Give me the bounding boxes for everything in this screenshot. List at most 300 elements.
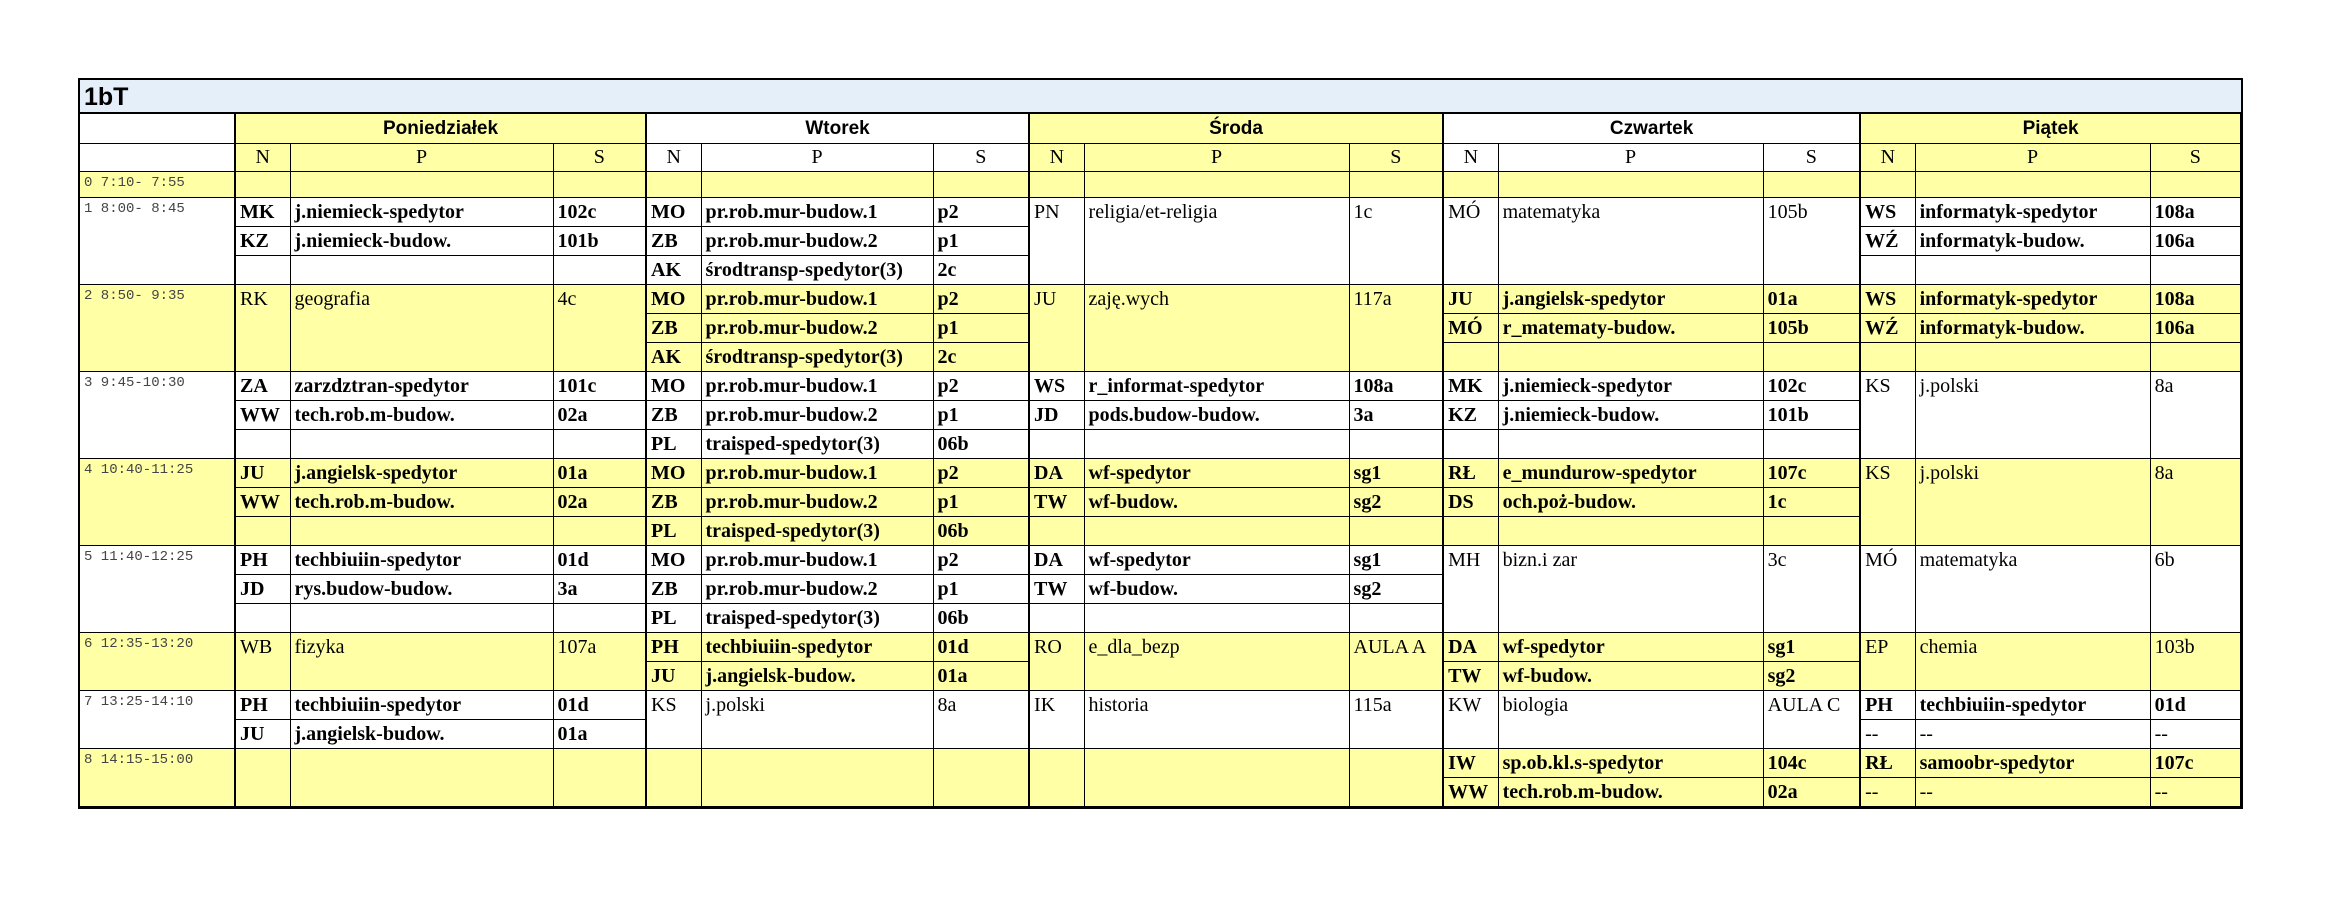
teacher-code: WS <box>1860 198 1915 227</box>
room-code: 8a <box>2150 459 2241 546</box>
subject-name: techbiuiin-spedytor <box>290 546 553 575</box>
teacher-code <box>235 604 290 633</box>
room-code: 104c <box>1763 749 1860 778</box>
room-code: 01d <box>553 546 646 575</box>
subject-name: sp.ob.kl.s-spedytor <box>1498 749 1763 778</box>
teacher-code: WW <box>235 488 290 517</box>
column-header-n: N <box>646 144 701 172</box>
room-code <box>1763 517 1860 546</box>
room-code: 06b <box>933 517 1029 546</box>
subject-name: geografia <box>290 285 553 372</box>
room-code: p2 <box>933 372 1029 401</box>
room-code: 107c <box>1763 459 1860 488</box>
teacher-code: IW <box>1443 749 1498 778</box>
room-code: AULA A <box>1349 633 1443 691</box>
room-code: 01d <box>2150 691 2241 720</box>
period-row <box>80 633 2241 662</box>
subject-name: -- <box>1915 778 2150 807</box>
subject-name <box>1915 172 2150 198</box>
room-code <box>2150 343 2241 372</box>
teacher-code <box>1029 430 1084 459</box>
column-header-p: P <box>1915 144 2150 172</box>
timetable-grid <box>80 114 2242 807</box>
subject-name: pr.rob.mur-budow.2 <box>701 314 933 343</box>
teacher-code: TW <box>1029 575 1084 604</box>
room-code <box>933 172 1029 198</box>
column-header-s: S <box>933 144 1029 172</box>
period-time-label: 6 12:35-13:20 <box>80 633 235 691</box>
teacher-code: -- <box>1860 778 1915 807</box>
teacher-code: MK <box>235 198 290 227</box>
subject-name: zarzdztran-spedytor <box>290 372 553 401</box>
room-code: 103b <box>2150 633 2241 691</box>
teacher-code <box>235 172 290 198</box>
room-code: 108a <box>2150 198 2241 227</box>
teacher-code <box>646 749 701 807</box>
room-code <box>553 172 646 198</box>
room-code: AULA C <box>1763 691 1860 749</box>
period-time-label: 7 13:25-14:10 <box>80 691 235 749</box>
room-code <box>2150 172 2241 198</box>
subject-name: r_matematy-budow. <box>1498 314 1763 343</box>
room-code: sg1 <box>1349 459 1443 488</box>
teacher-code: JD <box>235 575 290 604</box>
period-time-label: 2 8:50- 9:35 <box>80 285 235 372</box>
subject-name: j.polski <box>701 691 933 749</box>
subject-name: j.niemieck-budow. <box>1498 401 1763 430</box>
room-code <box>553 256 646 285</box>
subject-name <box>290 604 553 633</box>
subject-name: pr.rob.mur-budow.2 <box>701 227 933 256</box>
room-code: 01a <box>1763 285 1860 314</box>
subject-name <box>1084 430 1349 459</box>
teacher-code: AK <box>646 343 701 372</box>
room-code <box>1349 604 1443 633</box>
subject-name: biologia <box>1498 691 1763 749</box>
subject-name <box>1084 604 1349 633</box>
subject-name: bizn.i zar <box>1498 546 1763 633</box>
teacher-code <box>1029 517 1084 546</box>
subject-name: techbiuiin-spedytor <box>290 691 553 720</box>
teacher-code <box>235 430 290 459</box>
subject-name: informatyk-spedytor <box>1915 285 2150 314</box>
period-time-label: 5 11:40-12:25 <box>80 546 235 633</box>
teacher-code: MK <box>1443 372 1498 401</box>
subject-name: e_dla_bezp <box>1084 633 1349 691</box>
room-code: 105b <box>1763 198 1860 285</box>
period-time-label: 4 10:40-11:25 <box>80 459 235 546</box>
subject-name: j.polski <box>1915 372 2150 459</box>
room-code: 06b <box>933 604 1029 633</box>
teacher-code: DS <box>1443 488 1498 517</box>
room-code: 101b <box>553 227 646 256</box>
teacher-code: DA <box>1029 459 1084 488</box>
subject-name: wf-budow. <box>1498 662 1763 691</box>
teacher-code <box>1860 172 1915 198</box>
period-time-label: 0 7:10- 7:55 <box>80 172 235 198</box>
teacher-code <box>1860 256 1915 285</box>
period-row <box>80 198 2241 227</box>
teacher-code <box>1443 517 1498 546</box>
teacher-code: TW <box>1029 488 1084 517</box>
teacher-code: MO <box>646 546 701 575</box>
teacher-code: ZB <box>646 401 701 430</box>
period-row <box>80 172 2241 198</box>
subject-name: tech.rob.m-budow. <box>1498 778 1763 807</box>
column-header-n: N <box>235 144 290 172</box>
day-header: Środa <box>1029 114 1443 144</box>
teacher-code: PH <box>235 691 290 720</box>
room-code: 106a <box>2150 314 2241 343</box>
period-row <box>80 459 2241 488</box>
room-code <box>553 604 646 633</box>
column-header-row <box>80 144 2241 172</box>
room-code: -- <box>2150 720 2241 749</box>
teacher-code: MO <box>646 285 701 314</box>
room-code: p2 <box>933 546 1029 575</box>
teacher-code: PH <box>235 546 290 575</box>
room-code: sg1 <box>1349 546 1443 575</box>
class-title: 1bT <box>80 80 2241 114</box>
subject-name: e_mundurow-spedytor <box>1498 459 1763 488</box>
subject-name: środtransp-spedytor(3) <box>701 256 933 285</box>
room-code: 106a <box>2150 227 2241 256</box>
subject-name: j.niemieck-spedytor <box>1498 372 1763 401</box>
column-header-s: S <box>1763 144 1860 172</box>
period-row <box>80 749 2241 778</box>
room-code: 108a <box>2150 285 2241 314</box>
corner-cell <box>80 144 235 172</box>
room-code: 107a <box>553 633 646 691</box>
room-code: sg2 <box>1763 662 1860 691</box>
room-code: 6b <box>2150 546 2241 633</box>
subject-name: traisped-spedytor(3) <box>701 430 933 459</box>
teacher-code: IK <box>1029 691 1084 749</box>
teacher-code <box>1029 172 1084 198</box>
teacher-code: KZ <box>235 227 290 256</box>
subject-name <box>290 172 553 198</box>
subject-name: pr.rob.mur-budow.1 <box>701 459 933 488</box>
room-code <box>553 517 646 546</box>
column-header-n: N <box>1029 144 1084 172</box>
teacher-code: RŁ <box>1860 749 1915 778</box>
room-code: 02a <box>553 401 646 430</box>
room-code: p1 <box>933 227 1029 256</box>
room-code <box>1763 430 1860 459</box>
subject-name: pr.rob.mur-budow.1 <box>701 198 933 227</box>
teacher-code <box>1029 604 1084 633</box>
teacher-code: MO <box>646 459 701 488</box>
column-header-n: N <box>1860 144 1915 172</box>
room-code: 01d <box>553 691 646 720</box>
teacher-code: KS <box>646 691 701 749</box>
room-code: 1c <box>1349 198 1443 285</box>
period-row <box>80 285 2241 314</box>
teacher-code: PH <box>646 633 701 662</box>
teacher-code: KW <box>1443 691 1498 749</box>
timetable-sheet <box>78 78 2243 809</box>
column-header-p: P <box>290 144 553 172</box>
teacher-code: ZB <box>646 488 701 517</box>
room-code: 105b <box>1763 314 1860 343</box>
room-code: -- <box>2150 778 2241 807</box>
subject-name: wf-budow. <box>1084 488 1349 517</box>
subject-name <box>1498 172 1763 198</box>
room-code <box>933 749 1029 807</box>
room-code: 8a <box>2150 372 2241 459</box>
subject-name: wf-spedytor <box>1498 633 1763 662</box>
teacher-code: PL <box>646 430 701 459</box>
subject-name <box>1915 343 2150 372</box>
subject-name: informatyk-budow. <box>1915 227 2150 256</box>
subject-name: pr.rob.mur-budow.2 <box>701 575 933 604</box>
teacher-code <box>1443 430 1498 459</box>
teacher-code <box>235 517 290 546</box>
subject-name <box>1084 517 1349 546</box>
subject-name <box>701 749 933 807</box>
subject-name: wf-spedytor <box>1084 459 1349 488</box>
teacher-code: ZB <box>646 575 701 604</box>
teacher-code: WŹ <box>1860 227 1915 256</box>
teacher-code: MH <box>1443 546 1498 633</box>
room-code <box>553 749 646 807</box>
period-row <box>80 691 2241 720</box>
subject-name <box>1498 430 1763 459</box>
subject-name: j.angielsk-budow. <box>290 720 553 749</box>
room-code: 107c <box>2150 749 2241 778</box>
room-code: p2 <box>933 459 1029 488</box>
teacher-code: RK <box>235 285 290 372</box>
corner-cell <box>80 114 235 144</box>
teacher-code: PH <box>1860 691 1915 720</box>
teacher-code: WW <box>235 401 290 430</box>
teacher-code <box>1860 343 1915 372</box>
teacher-code: JU <box>235 720 290 749</box>
teacher-code: EP <box>1860 633 1915 691</box>
teacher-code <box>646 172 701 198</box>
room-code: p2 <box>933 198 1029 227</box>
subject-name: historia <box>1084 691 1349 749</box>
subject-name: tech.rob.m-budow. <box>290 401 553 430</box>
period-time-label: 1 8:00- 8:45 <box>80 198 235 285</box>
teacher-code: ZA <box>235 372 290 401</box>
room-code <box>553 430 646 459</box>
column-header-s: S <box>553 144 646 172</box>
subject-name: traisped-spedytor(3) <box>701 604 933 633</box>
column-header-n: N <box>1443 144 1498 172</box>
column-header-p: P <box>1498 144 1763 172</box>
subject-name <box>290 517 553 546</box>
subject-name: chemia <box>1915 633 2150 691</box>
room-code: 4c <box>553 285 646 372</box>
room-code: 115a <box>1349 691 1443 749</box>
column-header-s: S <box>2150 144 2241 172</box>
teacher-code: MÓ <box>1443 198 1498 285</box>
teacher-code <box>1029 749 1084 807</box>
room-code <box>1349 749 1443 807</box>
room-code: p1 <box>933 314 1029 343</box>
teacher-code: DA <box>1029 546 1084 575</box>
subject-name: j.niemieck-budow. <box>290 227 553 256</box>
room-code <box>1763 343 1860 372</box>
room-code: 8a <box>933 691 1029 749</box>
teacher-code: KS <box>1860 372 1915 459</box>
room-code: 01a <box>553 720 646 749</box>
subject-name: tech.rob.m-budow. <box>290 488 553 517</box>
teacher-code: PL <box>646 517 701 546</box>
subject-name: informatyk-spedytor <box>1915 198 2150 227</box>
day-header: Piątek <box>1860 114 2241 144</box>
subject-name: j.polski <box>1915 459 2150 546</box>
teacher-code: JU <box>646 662 701 691</box>
teacher-code: -- <box>1860 720 1915 749</box>
subject-name: pr.rob.mur-budow.2 <box>701 401 933 430</box>
subject-name: matematyka <box>1915 546 2150 633</box>
teacher-code: WW <box>1443 778 1498 807</box>
teacher-code: JD <box>1029 401 1084 430</box>
column-header-p: P <box>1084 144 1349 172</box>
subject-name: traisped-spedytor(3) <box>701 517 933 546</box>
teacher-code <box>235 749 290 807</box>
subject-name: j.niemieck-spedytor <box>290 198 553 227</box>
teacher-code: WŹ <box>1860 314 1915 343</box>
day-header: Poniedziałek <box>235 114 646 144</box>
room-code: 108a <box>1349 372 1443 401</box>
subject-name: -- <box>1915 720 2150 749</box>
room-code: 01d <box>933 633 1029 662</box>
subject-name <box>290 256 553 285</box>
room-code: 102c <box>1763 372 1860 401</box>
teacher-code: MO <box>646 372 701 401</box>
room-code <box>1349 172 1443 198</box>
subject-name: zaję.wych <box>1084 285 1349 372</box>
room-code: 1c <box>1763 488 1860 517</box>
room-code: 02a <box>553 488 646 517</box>
teacher-code: JU <box>235 459 290 488</box>
teacher-code: MÓ <box>1860 546 1915 633</box>
teacher-code: WS <box>1029 372 1084 401</box>
subject-name: techbiuiin-spedytor <box>701 633 933 662</box>
teacher-code: RŁ <box>1443 459 1498 488</box>
room-code: 01a <box>553 459 646 488</box>
subject-name: wf-budow. <box>1084 575 1349 604</box>
subject-name: informatyk-budow. <box>1915 314 2150 343</box>
subject-name <box>1498 343 1763 372</box>
teacher-code: WS <box>1860 285 1915 314</box>
teacher-code: PL <box>646 604 701 633</box>
subject-name <box>290 430 553 459</box>
subject-name: techbiuiin-spedytor <box>1915 691 2150 720</box>
room-code: 3c <box>1763 546 1860 633</box>
room-code <box>2150 256 2241 285</box>
teacher-code <box>235 256 290 285</box>
teacher-code <box>1443 172 1498 198</box>
room-code: 3a <box>1349 401 1443 430</box>
teacher-code: KZ <box>1443 401 1498 430</box>
period-row <box>80 546 2241 575</box>
subject-name: j.angielsk-spedytor <box>1498 285 1763 314</box>
teacher-code <box>1443 343 1498 372</box>
teacher-code: KS <box>1860 459 1915 546</box>
room-code: 3a <box>553 575 646 604</box>
room-code: 2c <box>933 343 1029 372</box>
room-code: 02a <box>1763 778 1860 807</box>
room-code: sg2 <box>1349 488 1443 517</box>
subject-name <box>701 172 933 198</box>
subject-name <box>1084 749 1349 807</box>
room-code <box>1763 172 1860 198</box>
teacher-code: ZB <box>646 314 701 343</box>
period-row <box>80 372 2241 401</box>
teacher-code: RO <box>1029 633 1084 691</box>
day-header-row <box>80 114 2241 144</box>
period-time-label: 3 9:45-10:30 <box>80 372 235 459</box>
period-time-label: 8 14:15-15:00 <box>80 749 235 807</box>
teacher-code: ZB <box>646 227 701 256</box>
teacher-code: MO <box>646 198 701 227</box>
subject-name: pr.rob.mur-budow.1 <box>701 372 933 401</box>
teacher-code: PN <box>1029 198 1084 285</box>
subject-name: pr.rob.mur-budow.2 <box>701 488 933 517</box>
subject-name <box>1084 172 1349 198</box>
teacher-code: DA <box>1443 633 1498 662</box>
column-header-s: S <box>1349 144 1443 172</box>
room-code: sg2 <box>1349 575 1443 604</box>
room-code <box>1349 517 1443 546</box>
subject-name: r_informat-spedytor <box>1084 372 1349 401</box>
subject-name: pr.rob.mur-budow.1 <box>701 285 933 314</box>
room-code: 102c <box>553 198 646 227</box>
subject-name: j.angielsk-budow. <box>701 662 933 691</box>
subject-name: fizyka <box>290 633 553 691</box>
day-header: Czwartek <box>1443 114 1860 144</box>
subject-name: j.angielsk-spedytor <box>290 459 553 488</box>
room-code: p2 <box>933 285 1029 314</box>
room-code: p1 <box>933 488 1029 517</box>
subject-name <box>290 749 553 807</box>
room-code: 117a <box>1349 285 1443 372</box>
teacher-code: JU <box>1443 285 1498 314</box>
teacher-code: MÓ <box>1443 314 1498 343</box>
subject-name: rys.budow-budow. <box>290 575 553 604</box>
room-code <box>1349 430 1443 459</box>
room-code: 01a <box>933 662 1029 691</box>
subject-name: środtransp-spedytor(3) <box>701 343 933 372</box>
room-code: 101c <box>553 372 646 401</box>
column-header-p: P <box>701 144 933 172</box>
subject-name: pr.rob.mur-budow.1 <box>701 546 933 575</box>
subject-name: samoobr-spedytor <box>1915 749 2150 778</box>
room-code: p1 <box>933 401 1029 430</box>
room-code: sg1 <box>1763 633 1860 662</box>
room-code: p1 <box>933 575 1029 604</box>
subject-name: och.poż-budow. <box>1498 488 1763 517</box>
subject-name <box>1915 256 2150 285</box>
teacher-code: WB <box>235 633 290 691</box>
subject-name: matematyka <box>1498 198 1763 285</box>
teacher-code: TW <box>1443 662 1498 691</box>
room-code: 101b <box>1763 401 1860 430</box>
subject-name: wf-spedytor <box>1084 546 1349 575</box>
subject-name: pods.budow-budow. <box>1084 401 1349 430</box>
teacher-code: AK <box>646 256 701 285</box>
subject-name: religia/et-religia <box>1084 198 1349 285</box>
teacher-code: JU <box>1029 285 1084 372</box>
room-code: 06b <box>933 430 1029 459</box>
day-header: Wtorek <box>646 114 1029 144</box>
subject-name <box>1498 517 1763 546</box>
room-code: 2c <box>933 256 1029 285</box>
